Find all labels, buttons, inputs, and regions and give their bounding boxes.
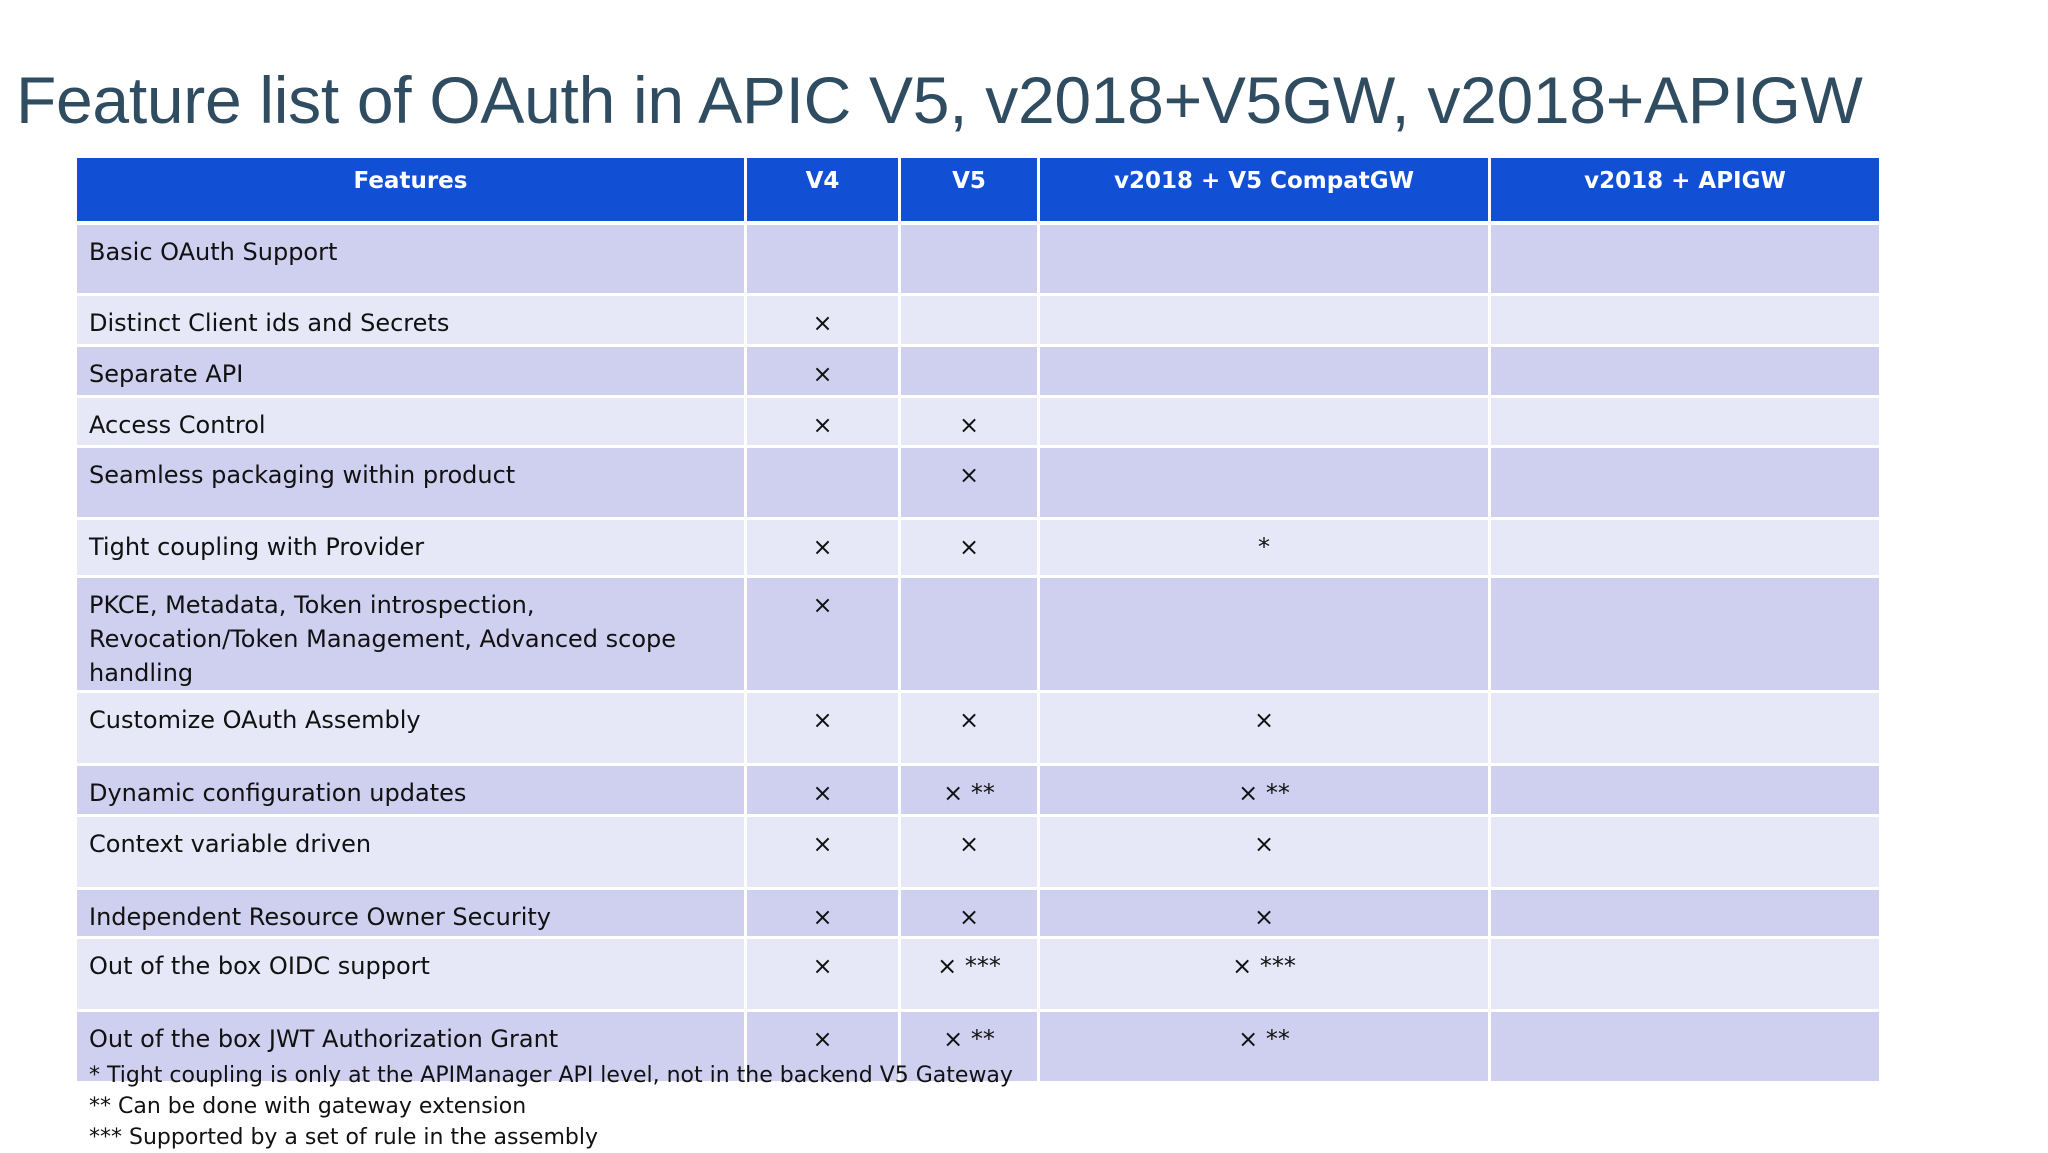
v5-cell (900, 223, 1039, 295)
v2018-v5gw-cell (1039, 447, 1490, 519)
v2018-v5gw-cell (1039, 223, 1490, 295)
v4-cell: × (746, 889, 900, 938)
v4-cell: × (746, 295, 900, 346)
feature-cell: Separate API (76, 346, 746, 397)
v5-cell: × *** (900, 938, 1039, 1011)
v5-cell: × (900, 816, 1039, 889)
v4-cell: × (746, 765, 900, 816)
feature-cell: Customize OAuth Assembly (76, 692, 746, 765)
table-row (76, 692, 1881, 765)
v2018-apigw-cell (1490, 816, 1881, 889)
v2018-apigw-cell (1490, 938, 1881, 1011)
v2018-v5gw-cell: × (1039, 816, 1490, 889)
table-row (76, 577, 1881, 692)
table-header-row (76, 157, 1881, 223)
feature-cell: Out of the box OIDC support (76, 938, 746, 1011)
feature-cell: Independent Resource Owner Security (76, 889, 746, 938)
v5-cell (900, 295, 1039, 346)
feature-cell: Tight coupling with Provider (76, 519, 746, 577)
footnote-gateway-extension: ** Can be done with gateway extension (89, 1094, 527, 1119)
v2018-apigw-cell (1490, 397, 1881, 447)
v2018-apigw-cell (1490, 889, 1881, 938)
feature-cell: PKCE, Metadata, Token introspection, Revocation/Token Management, Advanced scope handling (76, 577, 746, 692)
feature-cell: Basic OAuth Support (76, 223, 746, 295)
v4-cell: × (746, 577, 900, 692)
v2018-v5gw-cell: × (1039, 692, 1490, 765)
v5-cell: × ** (900, 1011, 1039, 1083)
v5-cell: × (900, 397, 1039, 447)
v5-cell: × (900, 692, 1039, 765)
header-features: Features (76, 157, 746, 223)
feature-cell: Out of the box JWT Authorization Grant (76, 1011, 746, 1083)
table-row (76, 816, 1881, 889)
v2018-v5gw-cell (1039, 397, 1490, 447)
table-row (76, 346, 1881, 397)
footnote-tight-coupling: * Tight coupling is only at the APIManager API level, not in the backend V5 Gateway (89, 1063, 1013, 1088)
v5-cell (900, 577, 1039, 692)
v2018-v5gw-cell (1039, 577, 1490, 692)
feature-cell: Context variable driven (76, 816, 746, 889)
v4-cell: × (746, 519, 900, 577)
feature-comparison-table (74, 155, 1882, 1084)
v2018-v5gw-cell (1039, 346, 1490, 397)
v2018-apigw-cell (1490, 295, 1881, 346)
v4-cell: × (746, 692, 900, 765)
v2018-apigw-cell (1490, 223, 1881, 295)
slide-title: Feature list of OAuth in APIC V5, v2018+V5GW, v2018+APIGW (16, 63, 1863, 137)
feature-cell: Seamless packaging within product (76, 447, 746, 519)
v2018-v5gw-cell: × ** (1039, 765, 1490, 816)
v2018-apigw-cell (1490, 1011, 1881, 1083)
table-row (76, 889, 1881, 938)
header-v2018-v5-compatgw: v2018 + V5 CompatGW (1039, 157, 1490, 223)
v2018-v5gw-cell: * (1039, 519, 1490, 577)
v4-cell: × (746, 1011, 900, 1083)
table-row (76, 447, 1881, 519)
v4-cell (746, 223, 900, 295)
header-v4: V4 (746, 157, 900, 223)
v5-cell: × (900, 889, 1039, 938)
table-row (76, 765, 1881, 816)
table-row (76, 223, 1881, 295)
feature-cell: Access Control (76, 397, 746, 447)
v5-cell (900, 346, 1039, 397)
v5-cell: × (900, 519, 1039, 577)
v2018-v5gw-cell: × (1039, 889, 1490, 938)
table-row (76, 519, 1881, 577)
header-v5: V5 (900, 157, 1039, 223)
v5-cell: × ** (900, 765, 1039, 816)
v2018-apigw-cell (1490, 692, 1881, 765)
header-v2018-apigw: v2018 + APIGW (1490, 157, 1881, 223)
v2018-v5gw-cell: × *** (1039, 938, 1490, 1011)
v4-cell: × (746, 346, 900, 397)
v2018-apigw-cell (1490, 346, 1881, 397)
v4-cell: × (746, 816, 900, 889)
table-row (76, 938, 1881, 1011)
feature-cell: Distinct Client ids and Secrets (76, 295, 746, 346)
v4-cell (746, 447, 900, 519)
v2018-v5gw-cell: × ** (1039, 1011, 1490, 1083)
v2018-apigw-cell (1490, 447, 1881, 519)
footnotes (89, 1060, 1013, 1153)
v2018-apigw-cell (1490, 519, 1881, 577)
v2018-v5gw-cell (1039, 295, 1490, 346)
table-row (76, 295, 1881, 346)
v5-cell: × (900, 447, 1039, 519)
v4-cell: × (746, 397, 900, 447)
table-row (76, 397, 1881, 447)
v2018-apigw-cell (1490, 577, 1881, 692)
feature-cell: Dynamic configuration updates (76, 765, 746, 816)
v4-cell: × (746, 938, 900, 1011)
v2018-apigw-cell (1490, 765, 1881, 816)
footnote-rule-assembly: *** Supported by a set of rule in the assembly (89, 1125, 598, 1150)
